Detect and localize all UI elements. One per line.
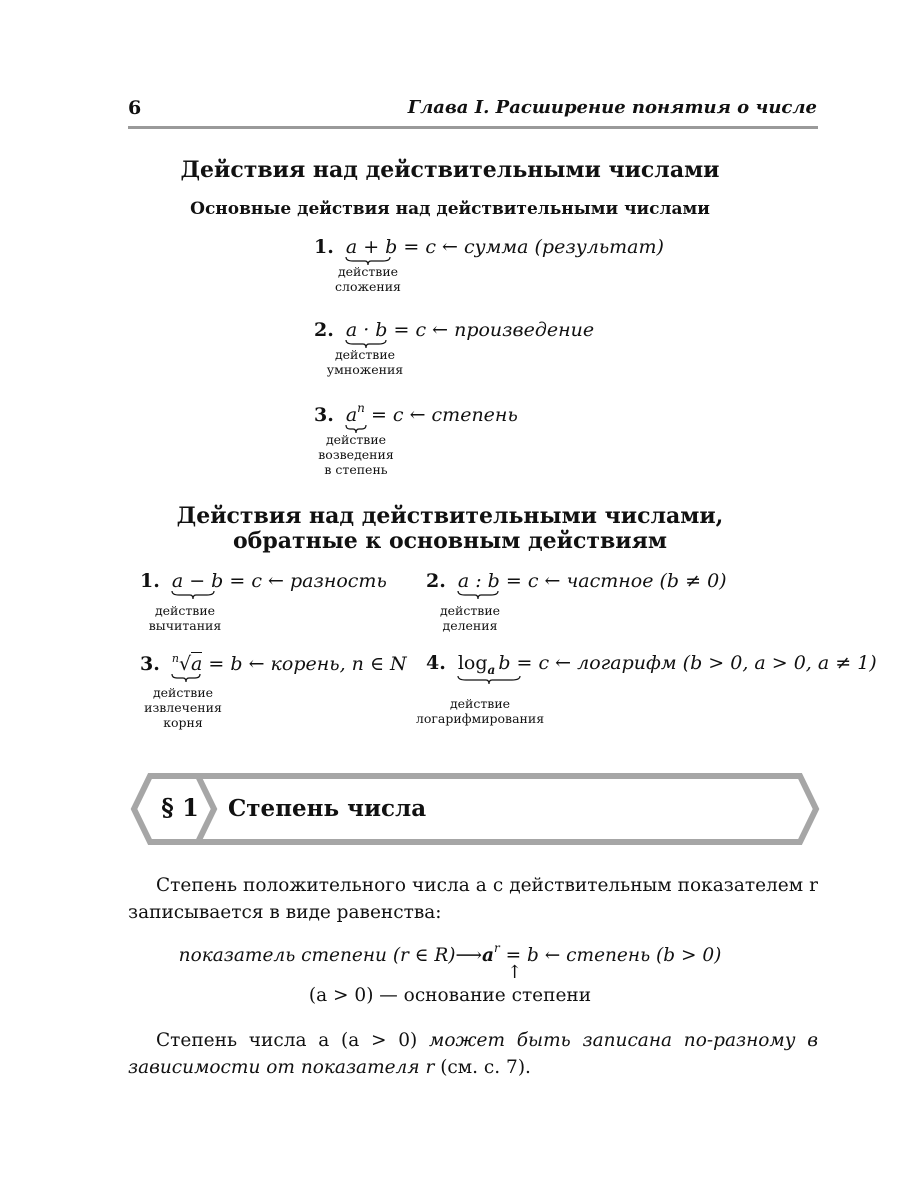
underbrace-icon	[171, 590, 215, 600]
radical-icon: √	[178, 653, 192, 675]
caption-multiplication: действие умножения	[326, 347, 404, 377]
underbraced-expression: $\log_a b$	[458, 652, 511, 677]
paragraph-2: Степень числа a (a > 0) может быть записана по-разному в зависимости от показателя r (см. с. 7).	[128, 1030, 818, 1078]
formula-left: показатель степени (r ∈ R)	[178, 945, 456, 966]
inverse-section-title-line1: Действия над действительными числами,	[176, 503, 724, 529]
underbraced-expression: a + b	[346, 236, 398, 258]
section-number: § 1	[161, 793, 199, 822]
formula-rest: = c ← разность	[223, 570, 387, 592]
formula-division	[426, 570, 727, 592]
formula-rest: = b ← корень, n ∈ N	[202, 653, 407, 675]
formula-rest: = c ← частное (b ≠ 0)	[499, 570, 727, 592]
page-number: 6	[128, 97, 142, 119]
formula-rest: = c ← произведение	[387, 319, 595, 341]
item-number: 1.	[314, 236, 334, 258]
underbrace-icon	[171, 673, 201, 683]
underbraced-expression: a − b	[172, 570, 224, 592]
formula-root	[140, 652, 407, 675]
underbraced-expression: a · b	[346, 319, 388, 341]
caption-power: действие возведения в степень	[318, 432, 394, 477]
section-title: Действия над действительными числами	[180, 157, 720, 183]
caption-division: действие деления	[439, 603, 501, 633]
formula-subtraction	[140, 570, 387, 592]
formula-right: = b ← степень (b > 0)	[499, 945, 722, 966]
header-rule	[128, 126, 818, 129]
power-formula: показатель степени (r ∈ $R)⟶a^r = b$ ← степень (b > 0)	[178, 941, 722, 966]
item-number: 3.	[314, 404, 334, 426]
base-caption: (a > 0) — основание степени	[308, 985, 592, 1006]
section-heading: Степень числа	[228, 795, 427, 822]
formula-rest: = c ← логарифм (b > 0, a > 0, a ≠ 1)	[510, 652, 877, 674]
item-number: 2.	[314, 319, 334, 341]
caption-root: действие извлечения корня	[144, 685, 222, 730]
section-subtitle: Основные действия над действительными числами	[190, 199, 710, 219]
underbrace-icon	[457, 590, 499, 600]
underbraced-expression: a : b	[458, 570, 500, 592]
item-number: 2.	[426, 570, 446, 592]
underbrace-icon	[457, 675, 521, 685]
arrow-up-icon: ↑	[507, 962, 523, 983]
item-number: 1.	[140, 570, 160, 592]
caption-logarithm: действие логарифмирования	[415, 696, 545, 726]
item-number: 4.	[426, 652, 446, 674]
item-number: 3.	[140, 653, 160, 675]
formula-logarithm	[426, 652, 877, 677]
paragraph-1: Степень положительного числа a с действительным показателем r записывается в виде равенства:	[128, 875, 818, 923]
arrow-right-icon: ⟶	[455, 945, 483, 966]
underbraced-expression: $^n$√a	[172, 652, 203, 675]
formula-addition	[314, 236, 664, 258]
caption-addition: действие сложения	[335, 264, 401, 294]
underbraced-expression: $a^n$	[346, 401, 365, 426]
formula-multiplication	[314, 319, 594, 341]
caption-subtraction: действие вычитания	[148, 603, 222, 633]
inverse-section-title-line2: обратные к основным действиям	[232, 528, 667, 554]
running-title: Глава I. Расширение понятия о числе	[407, 97, 817, 118]
formula-rest: = c ← степень	[364, 404, 518, 426]
formula-rest: = c ← сумма (результат)	[397, 236, 664, 258]
formula-power	[314, 401, 518, 426]
